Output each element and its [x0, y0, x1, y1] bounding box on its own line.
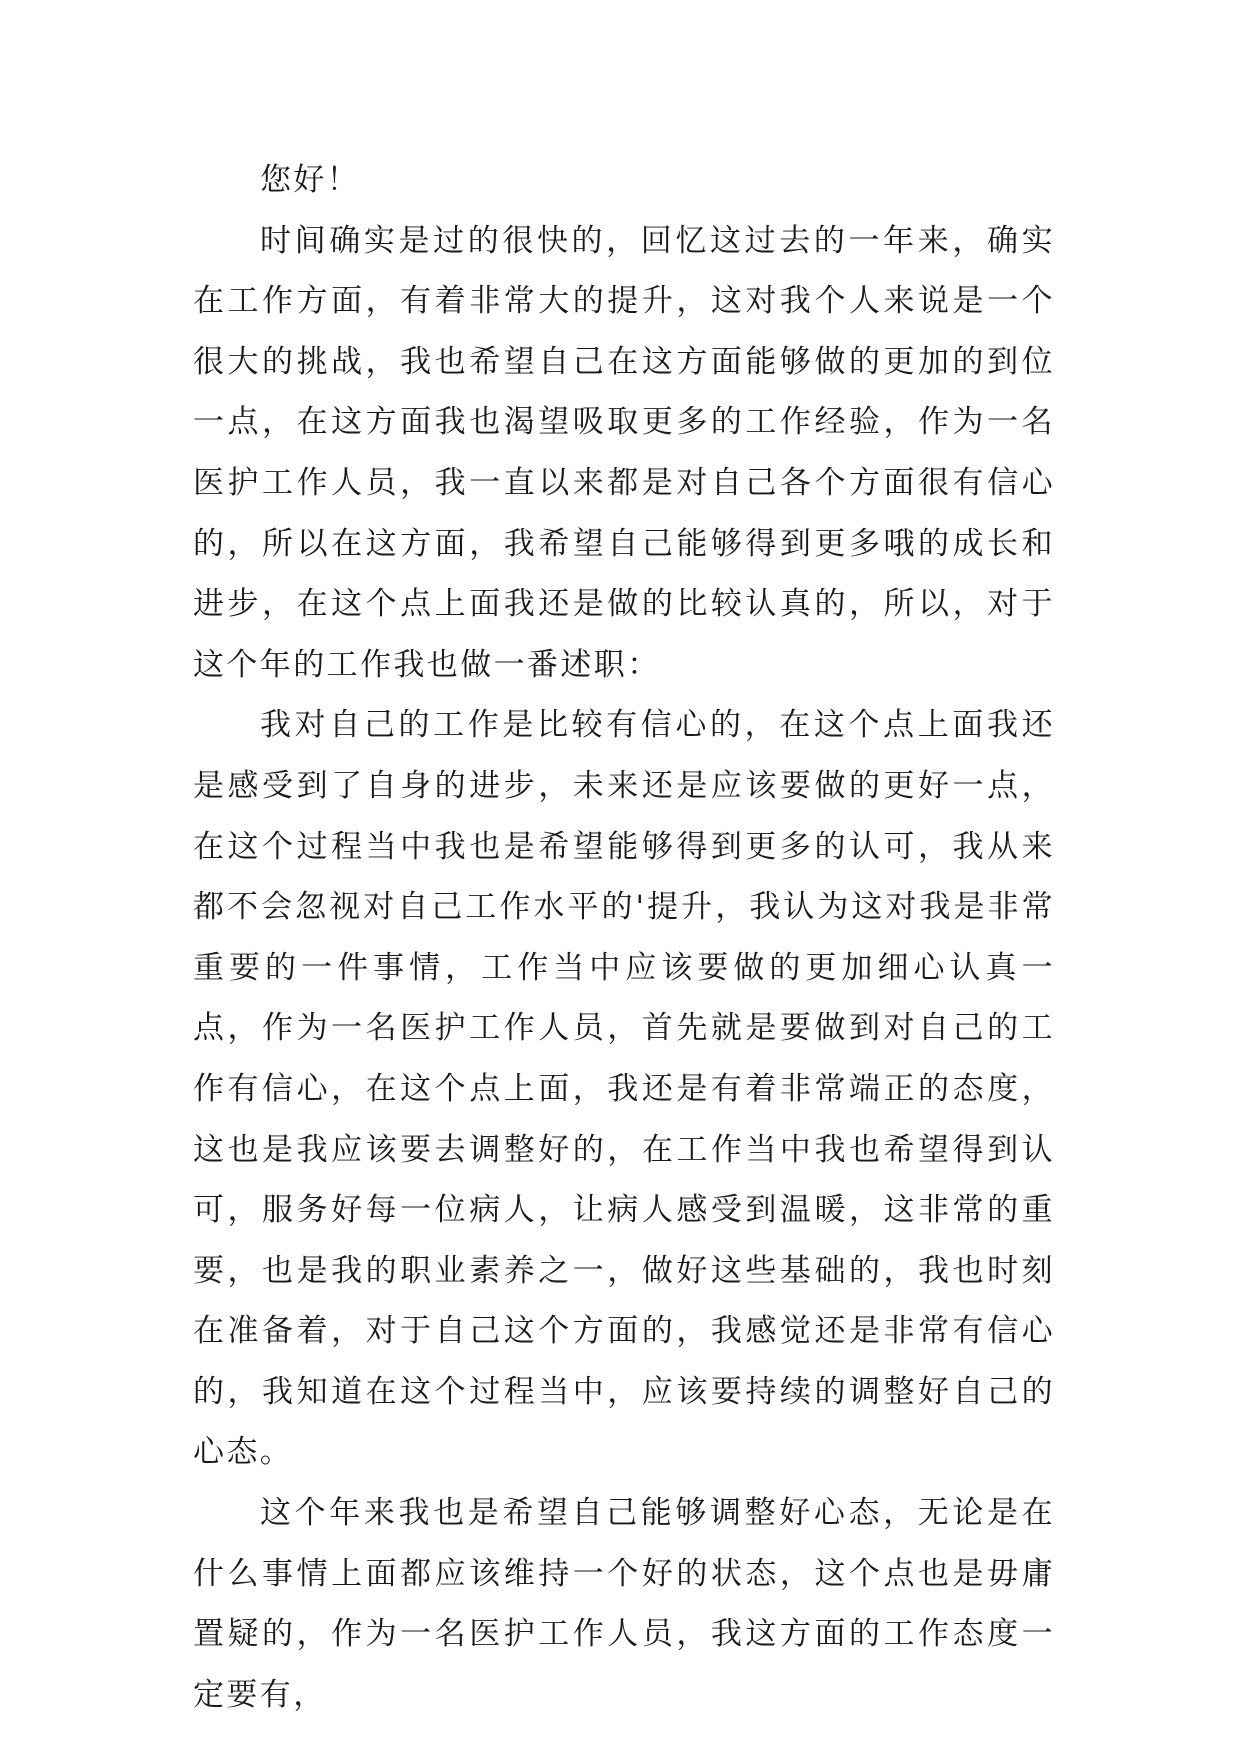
document-body	[193, 150, 1055, 1725]
attitude-paragraph: 这个年来我也是希望自己能够调整好心态，无论是在什么事情上面都应该维持一个好的状态，这个点也是毋庸置疑的，作为一名医护工作人员，我这方面的工作态度一定要有，	[193, 1495, 1055, 1713]
intro-paragraph: 时间确实是过的很快的，回忆这过去的一年来，确实在工作方面，有着非常大的提升，这对我个人来说是一个很大的挑战，我也希望自己在这方面能够做的更加的到位一点，在这方面我也渴望吸取更多的工作经验，作为一名医护工作人员，我一直以来都是对自己各个方面很有信心的，所以在这方面，我希望自己能够得到更多哦的成长和进步，在这个点上面我还是做的比较认真的，所以，对于这个年的工作我也做一番述职：	[193, 222, 1055, 683]
greeting-paragraph: 您好！	[260, 162, 361, 198]
work-confidence-paragraph: 我对自己的工作是比较有信心的，在这个点上面我还是感受到了自身的进步，未来还是应该要做的更好一点，在这个过程当中我也是希望能够得到更多的认可，我从来都不会忽视对自己工作水平的'提升，我认为这对我是非常重要的一件事情，工作当中应该要做的更加细心认真一点，作为一名医护工作人员，首先就是要做到对自己的工作有信心，在这个点上面，我还是有着非常端正的态度，这也是我应该要去调整好的，在工作当中我也希望得到认可，服务好每一位病人，让病人感受到温暖，这非常的重要，也是我的职业素养之一，做好这些基础的，我也时刻在准备着，对于自己这个方面的，我感觉还是非常有信心的，我知道在这个过程当中，应该要持续的调整好自己的心态。	[193, 707, 1055, 1471]
